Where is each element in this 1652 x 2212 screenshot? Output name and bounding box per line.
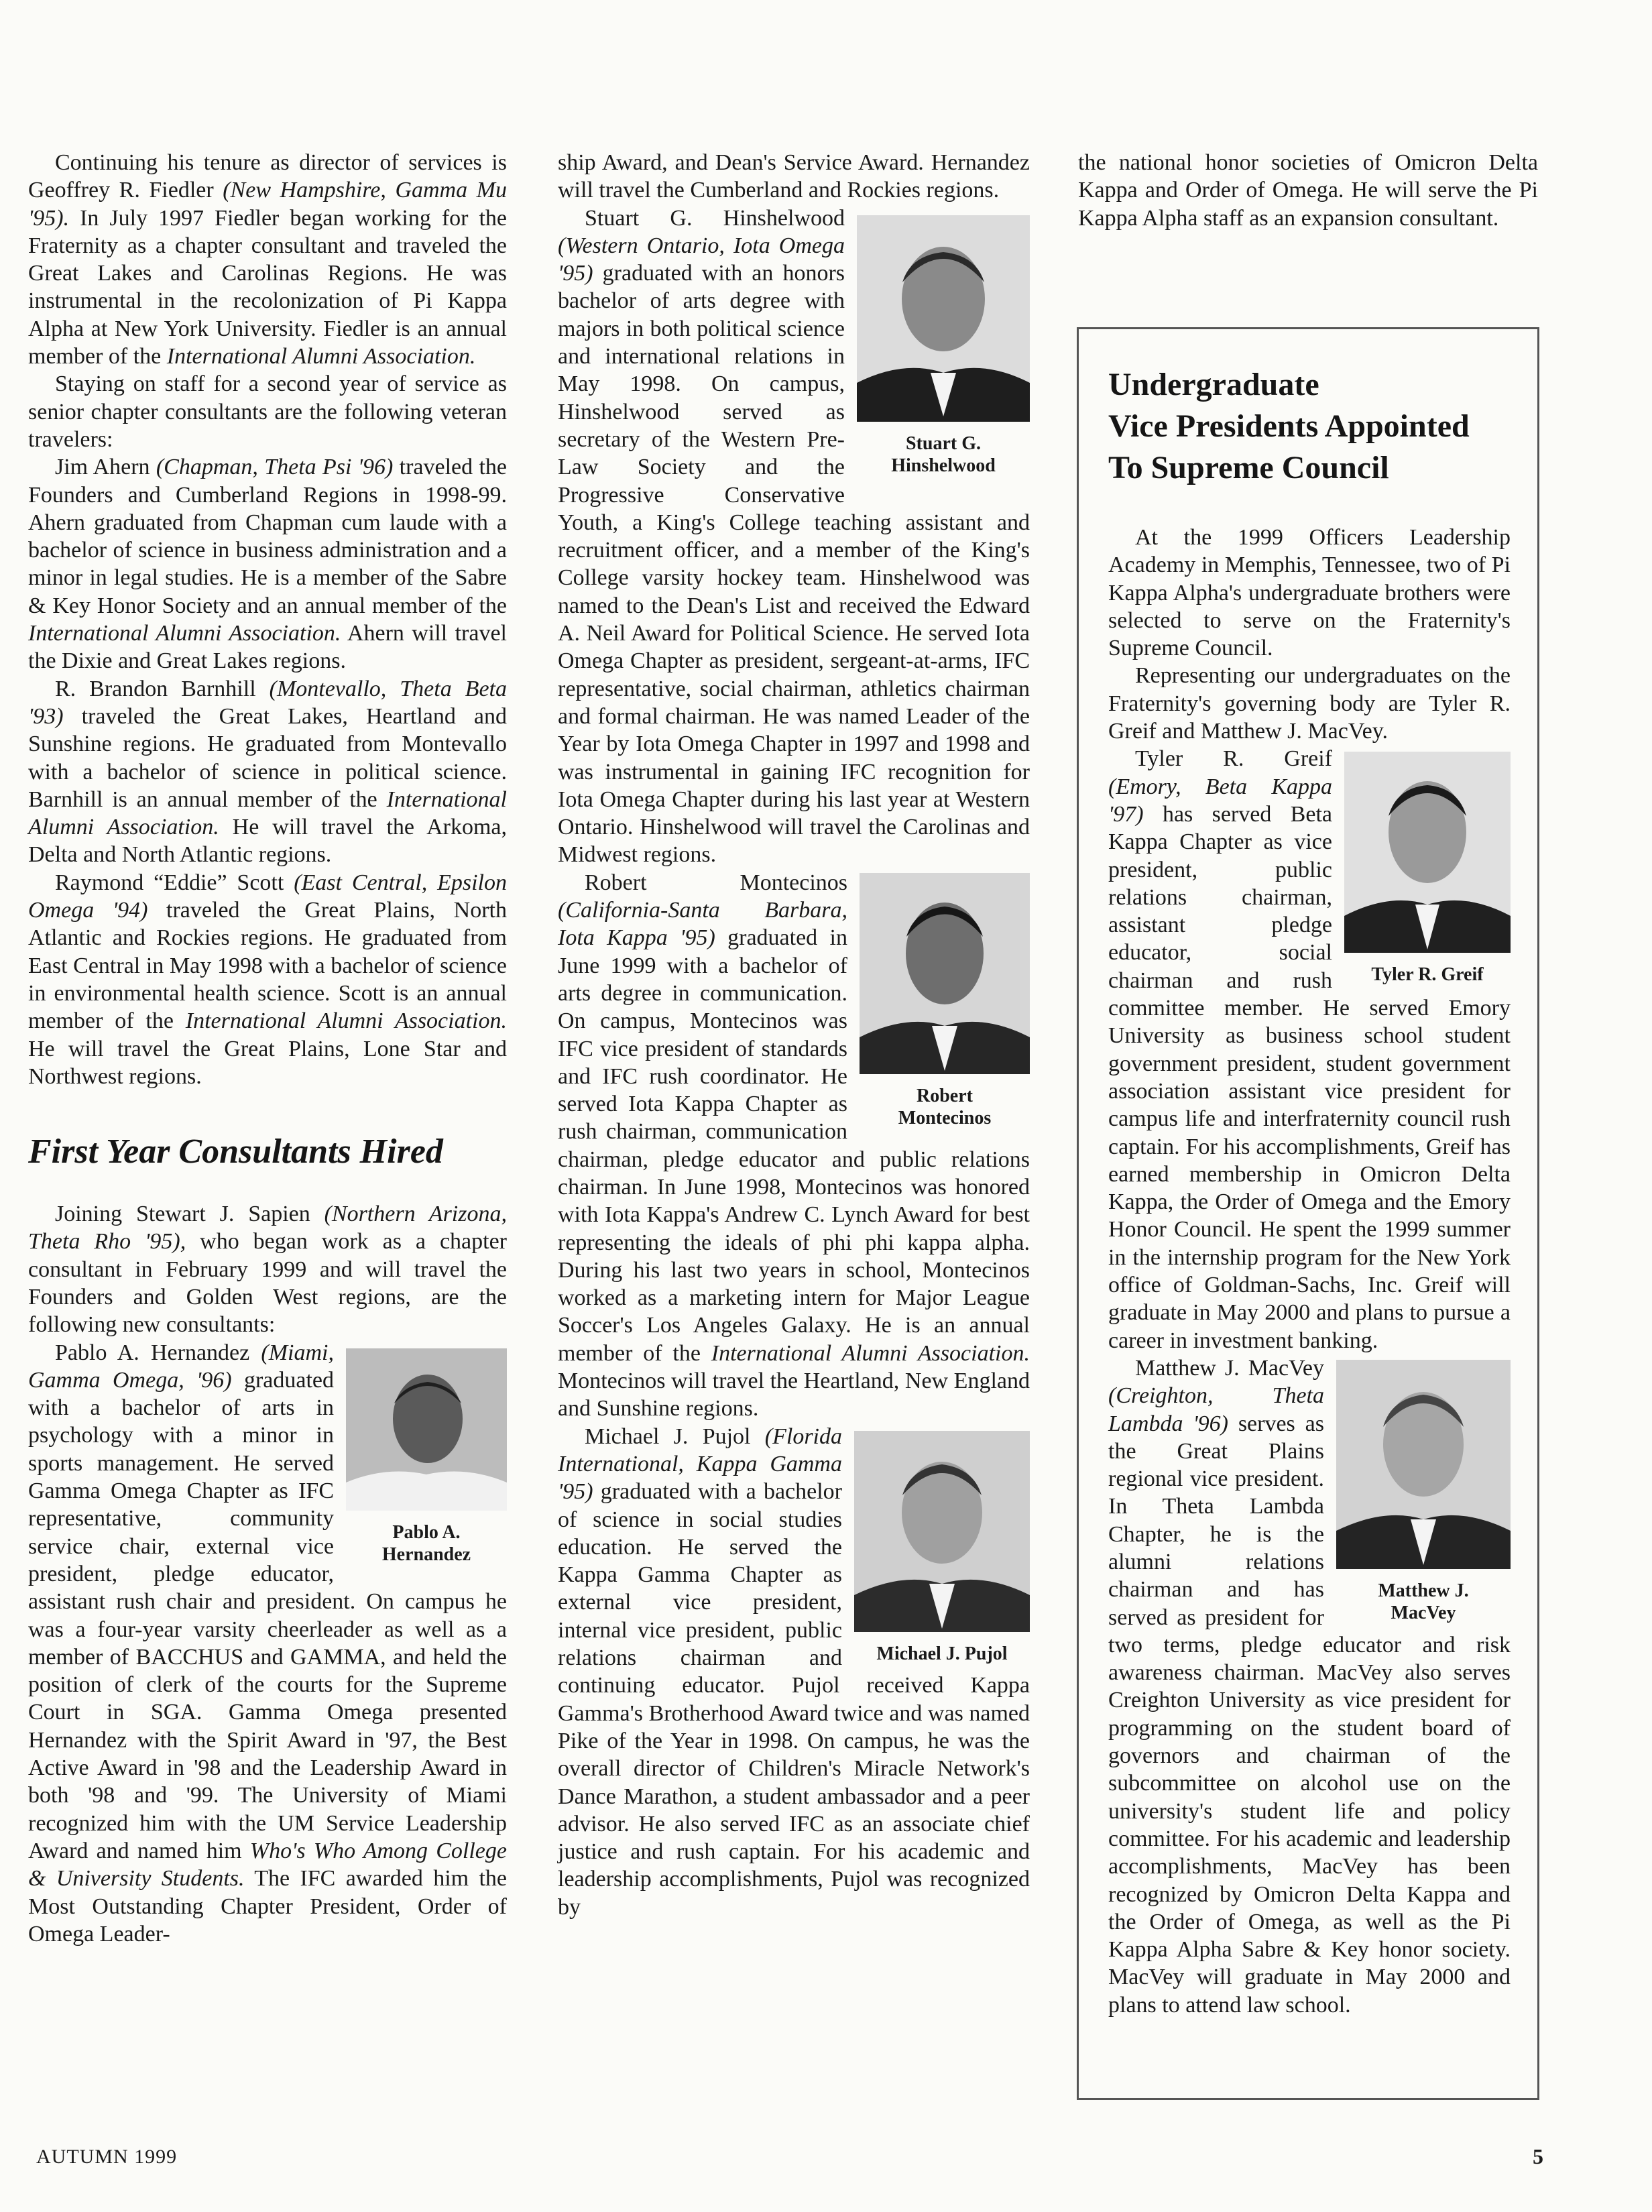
paragraph-hernandez-cont: ship Award, and Dean's Service Award. Hernandez will travel the Cumberland and Rockies regions. (558, 150, 1030, 203)
caption-line-1: Stuart G. (906, 432, 981, 454)
portrait-image (860, 873, 1030, 1074)
photo-hinshelwood (857, 215, 1030, 477)
photo-montecinos (860, 873, 1030, 1129)
page-number: 5 (1533, 2144, 1543, 2168)
caption-line-2: Hernandez (381, 1544, 471, 1565)
caption-line-1: Tyler R. Greif (1371, 964, 1484, 986)
caption-line-1: Pablo A. (392, 1521, 461, 1543)
caption-line-2: MacVey (1391, 1602, 1456, 1623)
paragraph-academy: At the 1999 Officers Leadership Academy in Memphis, Tennessee, two of Pi Kappa Alpha's undergraduate brothers were selected to serve on the Fraternity's Supreme Council. (1108, 525, 1511, 661)
photo-macvey (1336, 1360, 1511, 1624)
portrait-image (346, 1348, 507, 1511)
sidebar-body (1108, 524, 1511, 2019)
caption-line-2: Montecinos (898, 1107, 992, 1128)
paragraph-pujol: Michael J. Pujol (Florida International, Kappa Gamma '95) graduated with a bachelor of science in social studies education. He served the Kappa Gamma Chapter as external vice president, internal vice president, public relations chairman and continuing educator. Pujol received Kappa Gamma's Brotherhood Award twice and was named Pike of the Year in 1998. On campus, he was the overall director of Children's Miracle Network's Dance Marathon, a student ambassador and a peer advisor. He also served IFC as an associate chief justice and rush captain. For his academic and leadership accomplishments, Pujol was recognized by (558, 1423, 1030, 1920)
caption-line-2: Hinshelwood (891, 455, 996, 476)
sidebar-title: Undergraduate Vice Presidents Appointed To Supreme Council (1108, 367, 1470, 485)
caption-line-1: Michael J. Pujol (876, 1643, 1008, 1664)
column-2 (558, 149, 1030, 1921)
paragraph-fiedler: Continuing his tenure as director of services is Geoffrey R. Fiedler (New Hampshire, Gamma Mu '95). In July 1997 Fiedler began working for the Fraternity as a chapter consultant and traveled the Great Lakes and Carolinas Regions. He was instrumental in the recolonization of Pi Kappa Alpha at New York University. Fiedler is an annual member of the International Alumni Association. (28, 150, 507, 369)
portrait-image (854, 1431, 1030, 1632)
paragraph-veterans: Staying on staff for a second year of service as senior chapter consultants are the following veteran travelers: (28, 371, 507, 452)
paragraph-ahern: Jim Ahern (Chapman, Theta Psi '96) traveled the Founders and Cumberland Regions in 1998-99. Ahern graduated from Chapman cum laude with a bachelor of science in business administration and a minor in legal studies. He is a member of the Sabre & Key Honor Society and an annual member of the International Alumni Association. Ahern will travel the Dixie and Great Lakes regions. (28, 455, 507, 674)
portrait-image (1336, 1360, 1511, 1569)
sidebar-box (1077, 327, 1539, 2100)
photo-hernandez (346, 1348, 507, 1566)
caption-line-1: Matthew J. (1378, 1580, 1469, 1601)
section-heading: First Year Consultants Hired (28, 1132, 443, 1171)
paragraph-macvey: Matthew J. MacVey (Creighton, Theta Lambda '96) serves as the Great Plains regional vice president. In Theta Lambda Chapter, he is the alumni relations chairman and has served as president for two terms, pledge educator and risk awareness chairman. MacVey also serves Creighton University as vice president for programming on the student board of governors and chairman of the subcommittee on alcohol use on the university's student life and policy committee. For his academic and leadership accomplishments, MacVey has been recognized by Omicron Delta Kappa and the Order of Omega, as well as the Pi Kappa Alpha Sabre & Key honor society. MacVey will graduate in May 2000 and plans to attend law school. (1108, 1355, 1511, 2018)
paragraph-greif: Tyler R. Greif (Emory, Beta Kappa '97) has served Beta Kappa Chapter as vice president, public relations chairman, assistant pledge educator, social chairman and rush committee member. He served Emory University as business school student government president, student government association assistant vice president for campus life and interfraternity council rush captain. For his accomplishments, Greif has earned membership in Omicron Delta Kappa, the Order of Omega and the Emory Honor Council. He spent the 1999 summer in the internship program for the New York office of Goldman-Sachs, Inc. Greif will graduate in May 2000 and plans to pursue a career in investment banking. (1108, 746, 1511, 1353)
paragraph-representatives: Representing our undergraduates on the Fraternity's governing body are Tyler R. Greif and Matthew J. MacVey. (1108, 663, 1511, 744)
paragraph-scott: Raymond “Eddie” Scott (East Central, Epsilon Omega '94) traveled the Great Plains, North Atlantic and Rockies regions. He graduated from East Central in May 1998 with a bachelor of science in environmental health science. Scott is an annual member of the International Alumni Association. He will travel the Great Plains, Lone Star and Northwest regions. (28, 870, 507, 1089)
photo-greif (1344, 752, 1511, 986)
caption-line-1: Robert (917, 1085, 973, 1106)
portrait-image (857, 215, 1030, 422)
column-3 (1078, 149, 1538, 232)
portrait-image (1344, 752, 1511, 953)
paragraph-montecinos: Robert Montecinos (California-Santa Barbara, Iota Kappa '95) graduated in June 1999 with a bachelor of arts degree in communication. On campus, Montecinos was IFC vice president of standards and IFC rush coordinator. He served Iota Kappa Chapter as rush chairman, communication chairman, pledge educator and public relations chairman. In June 1998, Montecinos was honored with Iota Kappa's Andrew C. Lynch Award for best representing the ideals of phi phi kappa alpha. During his last two years in school, Montecinos worked as a marketing intern for Major League Soccer's Los Angeles Galaxy. He is an annual member of the International Alumni Association. Montecinos will travel the Heartland, New England and Sunshine regions. (558, 870, 1030, 1421)
photo-pujol (854, 1431, 1030, 1665)
paragraph-hinshelwood: Stuart G. Hinshelwood (Western Ontario, Iota Omega '95) graduated with an honors bachelor of arts degree with majors in both political science and international relations in May 1998. On campus, Hinshelwood served as secretary of the Western Pre-Law Society and the Progressive Conservative Youth, a King's College teaching assistant and recruitment officer, and a member of the King's College varsity hockey team. Hinshelwood was named to the Dean's List and received the Edward A. Neil Award for Political Science. He served Iota Omega Chapter as president, sergeant-at-arms, IFC representative, social chairman, athletics chairman and formal chairman. He was named Leader of the Year by Iota Omega Chapter in 1997 and 1998 and was instrumental in gaining IFC recognition for Iota Omega Chapter during his last year at Western Ontario. Hinshelwood will travel the Carolinas and Midwest regions. (558, 205, 1030, 868)
paragraph-sapien: Joining Stewart J. Sapien (Northern Arizona, Theta Rho '95), who began work as a chapter consultant in February 1999 and will travel the Founders and Golden West regions, are the following new consultants: (28, 1202, 507, 1338)
paragraph-barnhill: R. Brandon Barnhill (Montevallo, Theta Beta '93) traveled the Great Lakes, Heartland and Sunshine regions. He graduated from Montevallo with a bachelor of science in political science. Barnhill is an annual member of the International Alumni Association. He will travel the Arkoma, Delta and North Atlantic regions. (28, 676, 507, 868)
paragraph-hernandez: Pablo A. Hernandez (Miami, Gamma Omega, '96) graduated with a bachelor of arts in psychology with a minor in sports management. He served Gamma Omega Chapter as IFC representative, community service chair, external vice president, pledge educator, assistant rush chair and president. On campus he was a four-year varsity cheerleader as well as a member of BACCHUS and GAMMA, and held the position of clerk of the courts for the Supreme Court in SGA. Gamma Omega presented Hernandez with the Spirit Award in '97, the Best Active Award in '98 and the Leadership Award in both '98 and '99. The University of Miami recognized him with the UM Service Leadership Award and named him Who's Who Among College & University Students. The IFC awarded him the Most Outstanding Chapter President, Order of Omega Leader- (28, 1340, 507, 1946)
column-1 (28, 149, 507, 1948)
paragraph-pujol-cont: the national honor societies of Omicron Delta Kappa and Order of Omega. He will serve the Pi Kappa Alpha staff as an expansion consultant. (1078, 150, 1538, 231)
footer-issue: AUTUMN 1999 (36, 2146, 178, 2168)
